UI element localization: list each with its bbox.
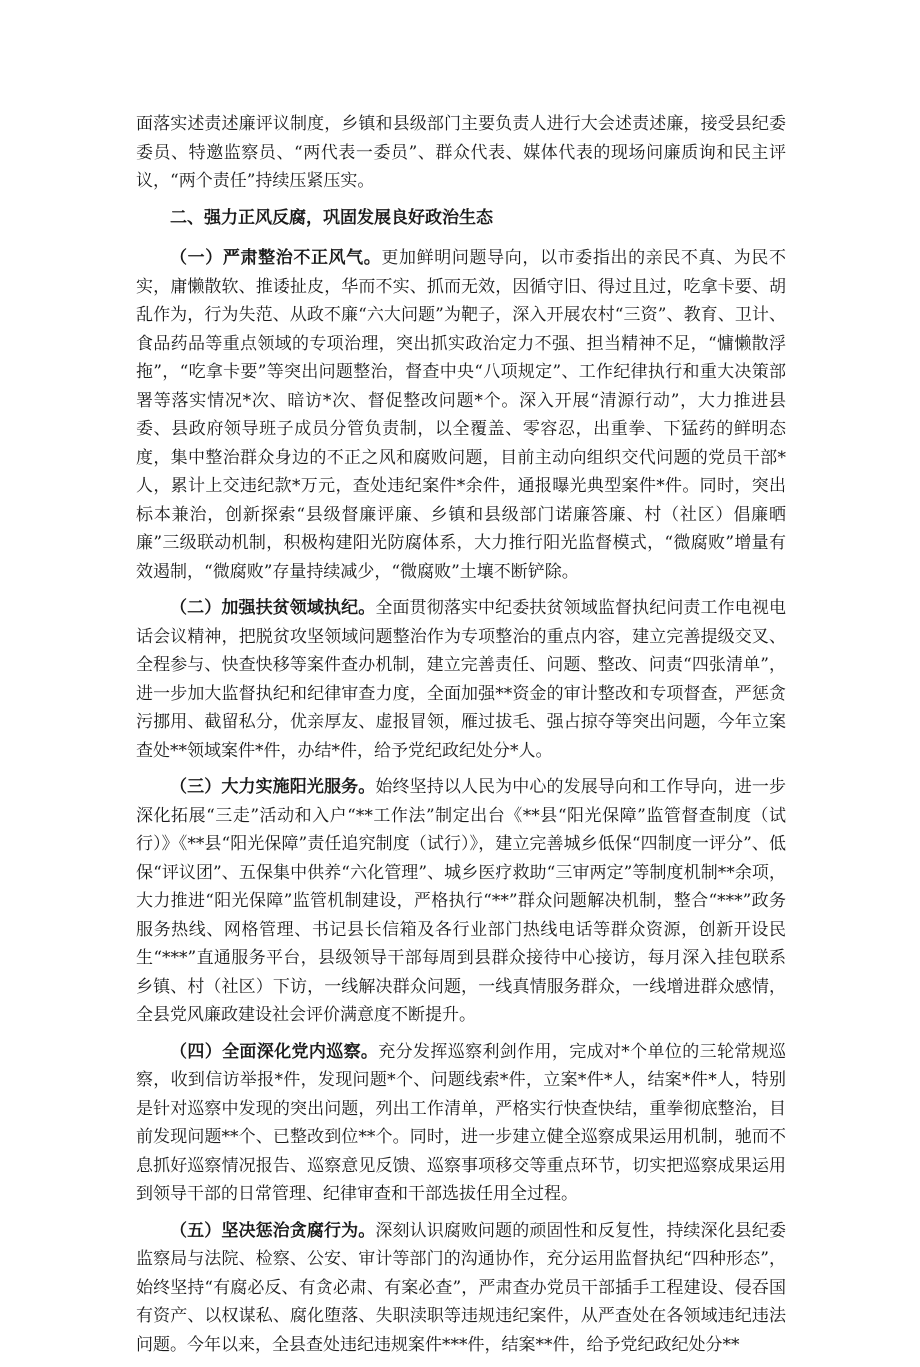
section-heading: 二、强力正风反腐，巩固发展良好政治生态: [170, 207, 493, 228]
item-paragraph-5: [136, 1217, 786, 1360]
item-body-4: 充分发挥巡察利剑作用，完成对*个单位的三轮常规巡察，收到信访举报*件，发现问题*个、问题线索*件，立案*件*人，结案*件*人，特别是针对巡察中发现的突出问题，列出工作清单，严格实行快查快结，重拳彻底整治，目前发现问题**个、已整改到位**个。同时，进一步建立健全巡察成果运用机制，驰而不息抓好巡察情况报告、巡察意见反馈、巡察事项移交等重点环节，切实把巡察成果运用到领导干部的日常管理、纪律审查和干部选拔任用全过程。: [136, 1041, 787, 1204]
item-body-3: 始终坚持以人民为中心的发展导向和工作导向，进一步深化拓展“三走”活动和入户“**工作法”制定出台《**县“阳光保障”监管督查制度（试行）》《**县“阳光保障”责任追究制度（试行）》，建立完善城乡低保“四制度一评分”、低保“评议团”、五保集中供养“六化管理”、城乡医疗救助“三审两定”等制度机制**余项，大力推进“阳光保障”监管机制建设，严格执行“**”群众问题解决机制，整合“***”政务服务热线、网格管理、书记县长信箱及各行业部门热线电话等群众资源，创新开设民生“***”直通服务平台，县级领导干部每周到县群众接待中心接访，每月深入挂包联系乡镇、村（社区）下访，一线解决群众问题，一线真情服务群众，一线增进群众感情，全县党风廉政建设社会评价满意度不断提升。: [136, 777, 787, 1025]
item-paragraph-1: [136, 244, 786, 586]
item-paragraph-3: [136, 773, 786, 1030]
item-body-2: 全面贯彻落实中纪委扶贫领域监督执纪问责工作电视电话会议精神，把脱贫攻坚领域问题整治作为专项整治的重点内容，建立完善提级交叉、全程参与、快查快移等案件查办机制，建立完善责任、问题、整改、问责“四张清单”，进一步加大监督执纪和纪律审查力度，全面加强**资金的审计整改和专项督查，严惩贪污挪用、截留私分，优亲厚友、虚报冒领，雁过拔毛、强占掠夺等突出问题，今年立案查处**领域案件*件，办结*件，给予党纪政纪处分*人。: [136, 598, 787, 761]
item-lead-2: （二）加强扶贫领域执纪。: [170, 598, 376, 618]
item-body-1: 更加鲜明问题导向，以市委指出的亲民不真、为民不实，庸懒散软、推诿扯皮，华而不实、抓而无效，因循守旧、得过且过，吃拿卡要、胡乱作为，行为失范、从政不廉“六大问题”为靶子，深入开展农村“三资”、教育、卫计、食品药品等重点领域的专项治理，突出抓实政治定力不强、担当精神不足，“慵懒散浮拖”，“吃拿卡要”等突出问题整治，督查中央“八项规定”、工作纪律执行和重大决策部署等落实情况*次、暗访*次、督促整改问题*个。深入开展“清源行动”，大力推进县委、县政府领导班子成员分管负责制，以全覆盖、零容忍，出重拳、下猛药的鲜明态度，集中整治群众身边的不正之风和腐败问题，目前主动向组织交代问题的党员干部*人，累计上交违纪款*万元，查处违纪案件*余件，通报曝光典型案件*件。同时，突出标本兼治，创新探索“县级督廉评廉、乡镇和县级部门诺廉答廉、村（社区）倡廉晒廉”三级联动机制，积极构建阳光防腐体系，大力推行阳光监督模式，“微腐败”增量有效遏制，“微腐败”存量持续减少，“微腐败”土壤不断铲除。: [136, 248, 787, 582]
item-lead-4: （四）全面深化党内巡察。: [170, 1041, 379, 1062]
item-lead-1: （一）严肃整治不正风气。: [170, 248, 382, 268]
item-body-5: 深刻认识腐败问题的顽固性和反复性，持续深化县纪委监察局与法院、检察、公安、审计等部门的沟通协作，充分运用监督执纪“四种形态”，始终坚持“有腐必反、有贪必肃、有案必查”，严肃查办党员干部插手工程建设、侵吞国有资产、以权谋私、腐化堕落、失职渎职等违规违纪案件，从严查处在各领域违纪违法问题。今年以来，全县查处违纪违规案件***件，结案**件，给予党纪政纪处分**: [136, 1220, 787, 1355]
item-lead-3: （三）大力实施阳光服务。: [170, 777, 376, 797]
item-lead-5: （五）坚决惩治贪腐行为。: [170, 1220, 376, 1241]
document-page: [136, 110, 786, 1367]
item-paragraph-4: [136, 1038, 786, 1209]
item-paragraph-2: [136, 594, 786, 765]
intro-paragraph: 面落实述责述廉评议制度，乡镇和县级部门主要负责人进行大会述责述廉，接受县纪委委员、特邀监察员、“两代表一委员”、群众代表、媒体代表的现场问廉质询和民主评议，“两个责任”持续压紧压实。: [136, 114, 786, 191]
